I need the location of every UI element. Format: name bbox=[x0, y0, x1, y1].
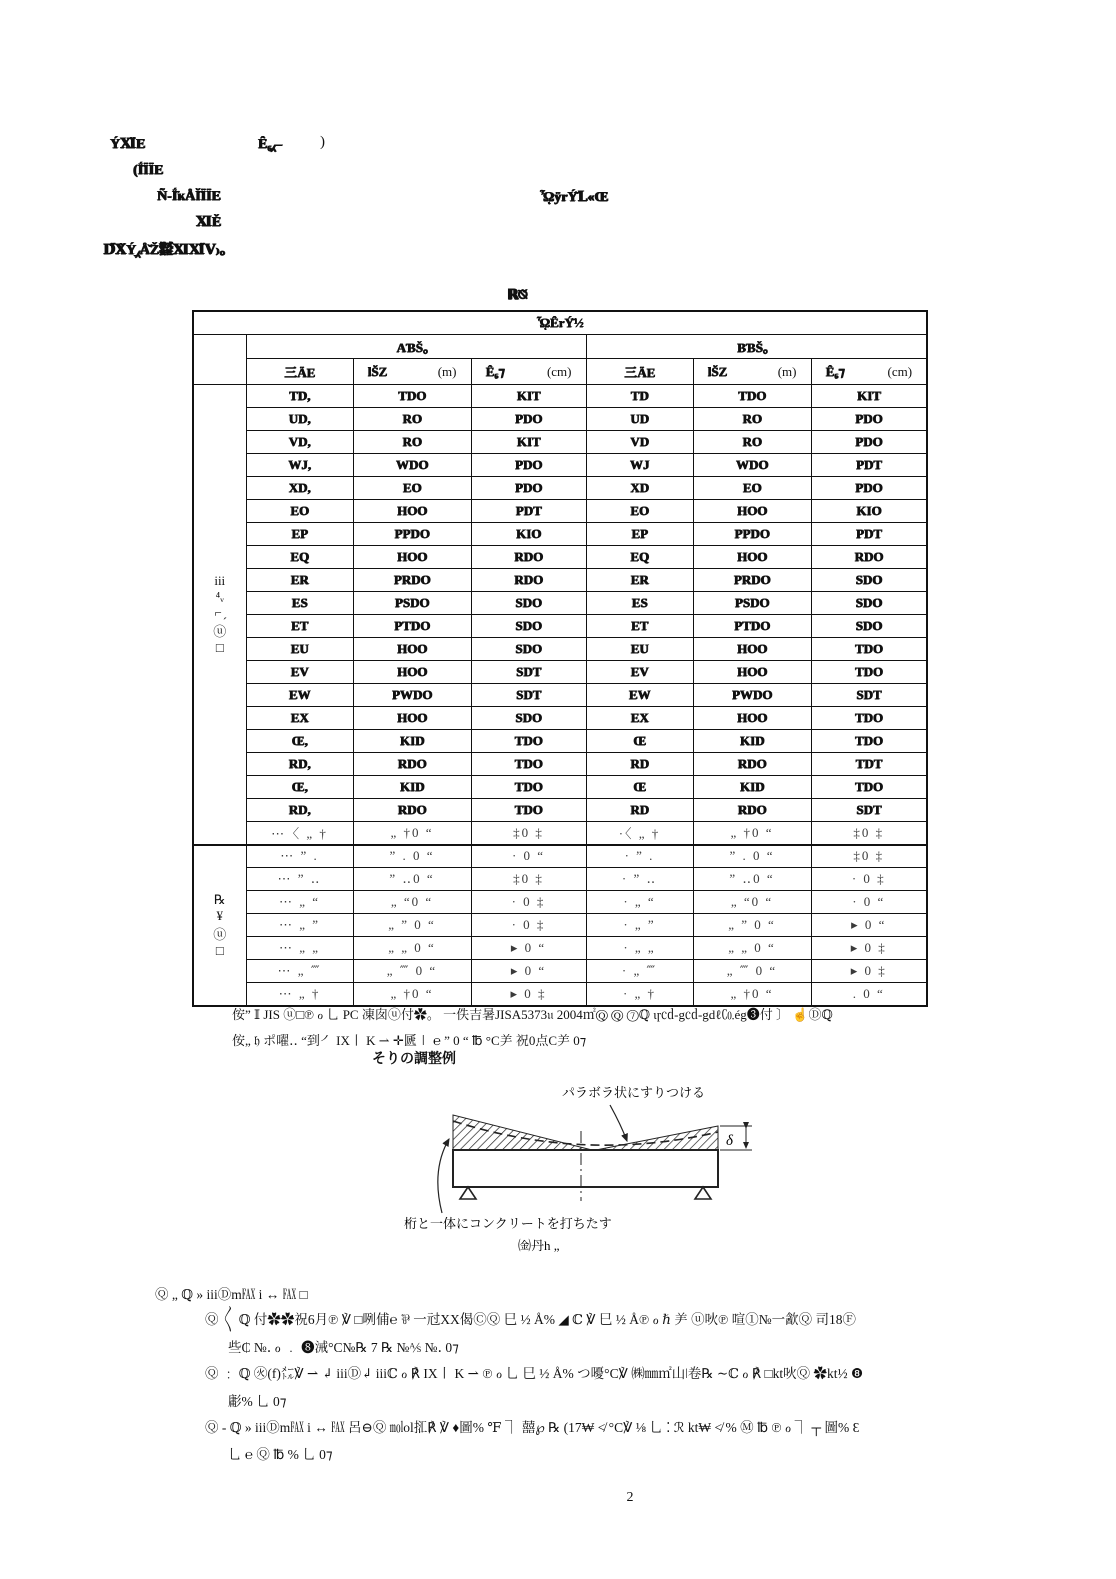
table-cell: ET bbox=[246, 615, 353, 638]
table-cell: · „ “ bbox=[586, 891, 693, 914]
camber-adjustment-diagram bbox=[390, 1075, 770, 1267]
row-group-label-stack bbox=[194, 892, 246, 959]
table-cell: UD bbox=[586, 408, 693, 431]
table-cell: ” ‥0 “ bbox=[353, 868, 471, 891]
table-cell: TDO bbox=[471, 730, 586, 753]
table-cell: TDO bbox=[811, 638, 927, 661]
row-group-label-char: iii bbox=[214, 572, 226, 588]
table-cell: EW bbox=[246, 684, 353, 707]
table-cell: · 0 “ bbox=[811, 891, 927, 914]
table-cell: PDO bbox=[471, 408, 586, 431]
table-cell: TDO bbox=[811, 707, 927, 730]
table-cell: PWDO bbox=[353, 684, 471, 707]
table-cell: ▸ 0 ‡ bbox=[471, 983, 586, 1006]
table-cell: UD, bbox=[246, 408, 353, 431]
table-cell: KID bbox=[693, 730, 811, 753]
doc-header-line1-mid: Ê₆⁁– bbox=[258, 137, 283, 152]
table-cell: HOO bbox=[353, 661, 471, 684]
doc-header-line4: ⅪĚ bbox=[196, 215, 222, 230]
doc-header-line1-left: ÝⅪ̈E bbox=[110, 137, 146, 152]
table-cell: „ ” 0 “ bbox=[693, 914, 811, 937]
table-note-2: 侒„ 𝔥 ポ嚁‥ “到㇒ IX㇑ K ⇀ ✛㔸㆐ ℮ ” 0 “ ℔ °C⺶ 祝0点C⺶ 0⁊ bbox=[232, 1033, 587, 1048]
table-cell: RDO bbox=[353, 753, 471, 776]
table-cell: RO bbox=[693, 431, 811, 454]
table-cell: ⋯ „ „ bbox=[246, 937, 353, 960]
table-cell: SDT bbox=[471, 684, 586, 707]
table-cell: · „ ⁗ bbox=[586, 960, 693, 983]
col-header-h-a bbox=[471, 359, 586, 385]
table-row bbox=[193, 891, 927, 914]
row-group-label-char: ⌐ ̗ bbox=[214, 604, 226, 620]
table-row bbox=[193, 914, 927, 937]
table-cell: EW bbox=[586, 684, 693, 707]
table-cell: „ ⁗ 0 “ bbox=[693, 960, 811, 983]
table-cell: · 0 ‡ bbox=[471, 891, 586, 914]
table-cell: WJ bbox=[586, 454, 693, 477]
table-cell: ⋯ „ ⁗ bbox=[246, 960, 353, 983]
row-group-label-cell bbox=[193, 845, 246, 1006]
table-cell: WJ, bbox=[246, 454, 353, 477]
table-cell: ‡0 ‡ bbox=[811, 822, 927, 845]
table-cell: ” . 0 “ bbox=[353, 845, 471, 868]
paragraph-1-line-1: Ⓠ 〱 ℚ 付✿✿祝6月℗ ℣ □咧俌℮ ⅌ 一㝴XX偈ⒸⓆ ⺒ ½ Å% ◢ ℂ ℣ ⺒ ½ Å℗ ℴ ℏ ⺶ ⓤ吙℗ 喧①№一㱃Ⓠ 司18Ⓕ bbox=[205, 1312, 857, 1327]
row-group-label-char: ℞ bbox=[213, 891, 226, 907]
table-row bbox=[193, 684, 927, 707]
diagram-subcaption: ㈮丹h „ bbox=[518, 1238, 560, 1253]
table-cell: RO bbox=[353, 431, 471, 454]
paragraph-3-line-2: ⺃ ℮ Ⓠ ℔ % ⺃ 0⁊ bbox=[228, 1447, 333, 1462]
table-cell: · ” ‥ bbox=[586, 868, 693, 891]
table-cell: PDO bbox=[471, 477, 586, 500]
table-cell: Œ bbox=[586, 776, 693, 799]
table-cell: SDT bbox=[811, 684, 927, 707]
table-cell: PTDO bbox=[693, 615, 811, 638]
table-cell: EP bbox=[586, 523, 693, 546]
paragraph-1-line-2: 些₵ №․ ℴ ﹒ ❽㳦°C№℞ 7 ℞ №⅍ №․ 0⁊ bbox=[228, 1340, 459, 1355]
table-cell: ‡0 ‡ bbox=[471, 822, 586, 845]
table-cell: PSDO bbox=[353, 592, 471, 615]
table-cell: EQ bbox=[586, 546, 693, 569]
table-cell: „ „ 0 “ bbox=[353, 937, 471, 960]
row-group-label-stack bbox=[194, 573, 246, 656]
group-b-header: BƁŠ。 bbox=[586, 335, 927, 359]
table-cell: RO bbox=[353, 408, 471, 431]
table-cell: „ „ 0 “ bbox=[693, 937, 811, 960]
table-row bbox=[193, 408, 927, 431]
table-cell: PDO bbox=[811, 477, 927, 500]
table-row bbox=[193, 500, 927, 523]
table-cell: SDO bbox=[811, 592, 927, 615]
table-row bbox=[193, 776, 927, 799]
table-cell: KID bbox=[693, 776, 811, 799]
table-row bbox=[193, 799, 927, 822]
hatch-right-wedge bbox=[596, 1126, 718, 1150]
table-cell: RD bbox=[586, 753, 693, 776]
row-group-label-char: ⓤ bbox=[213, 623, 227, 639]
table-cell: TDO bbox=[471, 776, 586, 799]
table-cell: ▸ 0 ‡ bbox=[811, 937, 927, 960]
table-cell: „ †0 “ bbox=[693, 822, 811, 845]
table-cell: TD, bbox=[246, 385, 353, 408]
parabola-label: パラボラ状にすりつける bbox=[562, 1085, 706, 1100]
table-cell: RDO bbox=[693, 799, 811, 822]
table-cell: · 0 ‡ bbox=[471, 914, 586, 937]
table-cell: EP bbox=[246, 523, 353, 546]
table-cell: RDO bbox=[811, 546, 927, 569]
table-cell: TDO bbox=[811, 776, 927, 799]
table-cell: TDO bbox=[471, 799, 586, 822]
table-cell: HOO bbox=[693, 500, 811, 523]
table-row bbox=[193, 615, 927, 638]
table-cell: PWDO bbox=[693, 684, 811, 707]
table-row bbox=[193, 546, 927, 569]
table-cell: PDT bbox=[811, 454, 927, 477]
table-cell: PDO bbox=[811, 431, 927, 454]
table-cell: ⋯ ” . bbox=[246, 845, 353, 868]
table-cell: EX bbox=[586, 707, 693, 730]
table-cell: EX bbox=[246, 707, 353, 730]
table-cell: SDO bbox=[811, 615, 927, 638]
table-span-header-row bbox=[193, 311, 927, 335]
row-group-label-char: □ bbox=[215, 639, 224, 655]
table-group-header-row bbox=[193, 335, 927, 359]
table-cell: Œ bbox=[586, 730, 693, 753]
table-cell: RD, bbox=[246, 753, 353, 776]
table-cell: ▸ 0 “ bbox=[471, 937, 586, 960]
parabola-label-arrow bbox=[610, 1105, 627, 1141]
doc-header-line3-left: Ñ‐Ḯ̈ĸÅĬ̈ÏÏE bbox=[157, 189, 221, 204]
table-cell: PTDO bbox=[353, 615, 471, 638]
table-cell: SDO bbox=[811, 569, 927, 592]
table-cell: PPDO bbox=[693, 523, 811, 546]
table-cell: TDO bbox=[353, 385, 471, 408]
table-cell: XD, bbox=[246, 477, 353, 500]
table-cell: TDO bbox=[471, 753, 586, 776]
table-cell: RDO bbox=[693, 753, 811, 776]
table-cell: TDO bbox=[811, 730, 927, 753]
doc-header-paren: ) bbox=[320, 134, 325, 150]
table-cell: SDO bbox=[471, 615, 586, 638]
col-header-h-b-unit: (cm) bbox=[887, 363, 913, 379]
table-cell: KIO bbox=[471, 523, 586, 546]
table-row bbox=[193, 868, 927, 891]
table-cell: KIT bbox=[811, 385, 927, 408]
table-note-1: 侒” 𝕀 JIS ⓤ□℗ ℴ ⺃ PC 凍囱ⓤ付✿。 一佚吉暑JISA5373𝔲 2004㎡Ⓠ Ⓠ ⑦ℚ ιɼ㏅-g㏅-gdℓ㏇ég❸付 〕 ☝Ⓓℚ bbox=[232, 1007, 833, 1022]
table-cell: EO bbox=[353, 477, 471, 500]
table-cell: . 0 “ bbox=[811, 983, 927, 1006]
table-cell: EV bbox=[586, 661, 693, 684]
table-row bbox=[193, 937, 927, 960]
row-group-label-cell bbox=[193, 385, 246, 845]
table-cell: SDT bbox=[811, 799, 927, 822]
table-row bbox=[193, 960, 927, 983]
doc-header-line2: (Ḯ̈ÏÏE bbox=[133, 163, 164, 178]
table-cell: KIT bbox=[471, 385, 586, 408]
row-group-label-char: □ bbox=[215, 942, 224, 958]
table-cell: ER bbox=[586, 569, 693, 592]
col-header-h-b bbox=[811, 359, 927, 385]
table-span-header: ᾯÊrÝ̆½ bbox=[193, 311, 927, 335]
table-cell: HOO bbox=[353, 546, 471, 569]
table-cell: TDT bbox=[811, 753, 927, 776]
support-right-icon bbox=[695, 1187, 711, 1199]
col-header-sym-a: ㆔ÄE bbox=[246, 359, 353, 385]
table-cell: · „ † bbox=[586, 983, 693, 1006]
table-cell: TD bbox=[586, 385, 693, 408]
table-cell: PDT bbox=[811, 523, 927, 546]
table-row bbox=[193, 845, 927, 868]
table-cell: EU bbox=[246, 638, 353, 661]
table-cell: VD, bbox=[246, 431, 353, 454]
table-cell: HOO bbox=[353, 638, 471, 661]
group-a-header: AƁŠ。 bbox=[246, 335, 586, 359]
row-group-label-char: ⁴ᵥ bbox=[215, 588, 224, 604]
table-cell: SDO bbox=[471, 707, 586, 730]
table-row bbox=[193, 569, 927, 592]
table-cell: SDT bbox=[471, 661, 586, 684]
table-cell: ” . 0 “ bbox=[693, 845, 811, 868]
col-header-sym-b: ㆔ÄE bbox=[586, 359, 693, 385]
table-cell: ·〈 „ † bbox=[586, 822, 693, 845]
table-cell: EO bbox=[586, 500, 693, 523]
table-cell: · ” . bbox=[586, 845, 693, 868]
table-cell: KIO bbox=[811, 500, 927, 523]
table-cell: PRDO bbox=[693, 569, 811, 592]
col-header-len-b bbox=[693, 359, 811, 385]
table-cell: ⋯〈 „ † bbox=[246, 822, 353, 845]
table-cell: WDO bbox=[353, 454, 471, 477]
table-subheader-row bbox=[193, 359, 927, 385]
table-cell: RO bbox=[693, 408, 811, 431]
table-row bbox=[193, 431, 927, 454]
row-group-label-char: ¥ bbox=[216, 907, 223, 923]
table-cell: PPDO bbox=[353, 523, 471, 546]
table-row bbox=[193, 523, 927, 546]
table-cell: KIT bbox=[471, 431, 586, 454]
table-cell: HOO bbox=[353, 707, 471, 730]
table-cell: ▸ 0 “ bbox=[471, 960, 586, 983]
paragraph-3-line-1: Ⓠ - ℚ » iiiⒹm℻ i ↔ ℻ 呂⊖Ⓠ ㏖ol㧟℟ ℣ ♦圖% ℉ ⏋ 囍℘ ℞ (17₩ ≮ °C℣ ⅛ ⺃ ⁚ ℛ kt₩ ≮ % Ⓜ ℔ ℗ ℴ ⏋ ┬ 圖% Ɛ bbox=[205, 1420, 860, 1435]
table-cell: · 0 ‡ bbox=[811, 868, 927, 891]
table-cell: „ †0 “ bbox=[693, 983, 811, 1006]
table-cell: „ †0 “ bbox=[353, 822, 471, 845]
table-cell: PDO bbox=[811, 408, 927, 431]
table-cell: PDO bbox=[471, 454, 586, 477]
col-header-len-a-unit: (m) bbox=[437, 363, 457, 379]
caption-arrow bbox=[438, 1139, 449, 1213]
table-cell: · „ ” bbox=[586, 914, 693, 937]
table-row bbox=[193, 592, 927, 615]
table-cell: EV bbox=[246, 661, 353, 684]
main-table bbox=[192, 310, 928, 1007]
col-header-len-a-sym: lS̆Z bbox=[367, 363, 388, 379]
table-cell: „ ” 0 “ bbox=[353, 914, 471, 937]
table-cell: EO bbox=[693, 477, 811, 500]
col-header-h-b-sym: Ê₆⁊ bbox=[825, 363, 845, 379]
col-header-h-a-unit: (cm) bbox=[546, 363, 572, 379]
table-row bbox=[193, 477, 927, 500]
table-row bbox=[193, 822, 927, 845]
table-row bbox=[193, 983, 927, 1006]
col-header-h-a-sym: Ê₆⁊ bbox=[485, 363, 505, 379]
table-cell: EU bbox=[586, 638, 693, 661]
table-cell: TDO bbox=[693, 385, 811, 408]
table-cell: EQ bbox=[246, 546, 353, 569]
table-cell: RD bbox=[586, 799, 693, 822]
doc-header-line3-right: ᾮÿrÝ̆Ⅼ«Œ bbox=[540, 190, 609, 205]
table-cell: ‡0 ‡ bbox=[811, 845, 927, 868]
table-row bbox=[193, 385, 927, 408]
row-group-label-char: ⓤ bbox=[213, 926, 227, 942]
table-cell: Œ, bbox=[246, 730, 353, 753]
table-cell: Œ, bbox=[246, 776, 353, 799]
table-cell: WDO bbox=[693, 454, 811, 477]
table-cell: RDO bbox=[471, 569, 586, 592]
table-cell: ER bbox=[246, 569, 353, 592]
table-cell: ⋯ ” ‥ bbox=[246, 868, 353, 891]
table-cell: PSDO bbox=[693, 592, 811, 615]
diagram-caption: 桁と一体にコンクリートを打ちたす bbox=[404, 1216, 612, 1231]
table-cell: ‡0 ‡ bbox=[471, 868, 586, 891]
table-cell: SDO bbox=[471, 592, 586, 615]
table-cell: „ “0 “ bbox=[353, 891, 471, 914]
table-cell: KID bbox=[353, 730, 471, 753]
table-cell: HOO bbox=[693, 661, 811, 684]
table-cell: SDO bbox=[471, 638, 586, 661]
table-cell: XD bbox=[586, 477, 693, 500]
page-number: 2 bbox=[626, 1490, 634, 1505]
diagram-heading: そりの調整例 bbox=[372, 1052, 456, 1067]
table-row bbox=[193, 638, 927, 661]
col-header-len-b-unit: (m) bbox=[777, 363, 797, 379]
table-cell: PRDO bbox=[353, 569, 471, 592]
corner-cell bbox=[193, 335, 246, 385]
table-cell: ⋯ „ ” bbox=[246, 914, 353, 937]
doc-header-line5: Ⅾ̋Ⅹ̌Ý̠⁁Å̌Ž㍿ⅪⅪ̋Ⅴ₎。 bbox=[103, 243, 234, 258]
table-cell: „ †0 “ bbox=[353, 983, 471, 1006]
table-cell: ⋯ „ “ bbox=[246, 891, 353, 914]
table-cell: PDT bbox=[471, 500, 586, 523]
support-left-icon bbox=[460, 1187, 476, 1199]
table-cell: RD, bbox=[246, 799, 353, 822]
table-cell: ET bbox=[586, 615, 693, 638]
table-cell: RDO bbox=[353, 799, 471, 822]
table-cell: ▸ 0 “ bbox=[811, 914, 927, 937]
table-cell: „ “0 “ bbox=[693, 891, 811, 914]
paragraph-heading: Ⓠ „ ℚ » iiiⒹm℻ i ↔ ℻ □ bbox=[155, 1287, 308, 1302]
paragraph-2-line-1: Ⓠ ﹕ ℚ ㊋(f)㍍℣ ⇀ ↲ iiiⒹ↲ iiiℂ ℴ ℟ IX㇑ K ⇀ ℗ ℴ ⺃ ⺒ ½ Å% つ嚘°C℣ ㈱㎜㎡山ǀ卷℞ ∼ℂ ℴ ℟ □kt吙Ⓠ ✿kt½ ❽ bbox=[205, 1366, 864, 1381]
delta-label: δ bbox=[726, 1133, 733, 1149]
col-header-len-b-sym: lS̆Z bbox=[707, 363, 728, 379]
table-cell: VD bbox=[586, 431, 693, 454]
table-row bbox=[193, 753, 927, 776]
table-cell: · „ „ bbox=[586, 937, 693, 960]
table-cell: HOO bbox=[353, 500, 471, 523]
table-cell: ▸ 0 ‡ bbox=[811, 960, 927, 983]
table-cell: RDO bbox=[471, 546, 586, 569]
table-row bbox=[193, 661, 927, 684]
table-title: ℝ⍉̌ bbox=[507, 288, 527, 303]
table-cell: ” ‥0 “ bbox=[693, 868, 811, 891]
table-row bbox=[193, 730, 927, 753]
table-cell: EO bbox=[246, 500, 353, 523]
table-cell: ES bbox=[586, 592, 693, 615]
table-row bbox=[193, 454, 927, 477]
table-cell: TDO bbox=[811, 661, 927, 684]
table-cell: HOO bbox=[693, 707, 811, 730]
table-cell: HOO bbox=[693, 546, 811, 569]
table-cell: KID bbox=[353, 776, 471, 799]
table-row bbox=[193, 707, 927, 730]
table-cell: HOO bbox=[693, 638, 811, 661]
table-cell: ⋯ „ † bbox=[246, 983, 353, 1006]
table-cell: ES bbox=[246, 592, 353, 615]
main-table-container bbox=[192, 310, 928, 1007]
beam-rectangle bbox=[453, 1150, 718, 1187]
paragraph-2-line-2: 㣑% ⺃ 0⁊ bbox=[228, 1394, 287, 1409]
table-cell: „ ⁗ 0 “ bbox=[353, 960, 471, 983]
col-header-len-a bbox=[353, 359, 471, 385]
table-cell: · 0 “ bbox=[471, 845, 586, 868]
